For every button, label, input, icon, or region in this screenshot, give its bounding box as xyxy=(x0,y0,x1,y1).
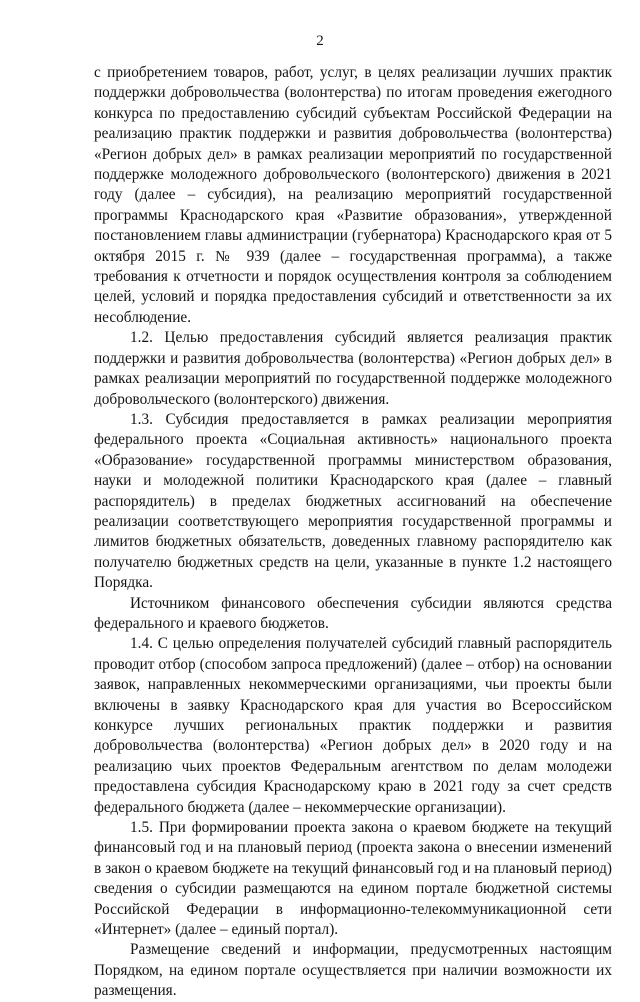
paragraph-1-4: 1.4. С целью определения получателей субсидий главный распорядитель проводит отбор (способом запроса предложений) (далее – отбор) на основании заявок, направленных некоммерческими организациями, чьи проекты были включены в заявку Краснодарского края для участия во Всероссийском конкурсе лучших региональных практик поддержки и развития добровольчества (волонтерства) «Регион добрых дел» в 2020 году и на реализацию чьих проектов Федеральным агентством по делам молодежи предоставлена субсидия Краснодарскому краю в 2021 году за счет средств федерального бюджета (далее – некоммерческие организации). xyxy=(94,635,612,816)
page-number: 2 xyxy=(316,33,324,49)
paragraph-portal-publication: Размещение сведений и информации, предусмотренных настоящим Порядком, на едином портале осуществляется при наличии возможности их размещения. xyxy=(94,941,612,1000)
paragraph-1-2: 1.2. Целью предоставления субсидий является реализация практик поддержки и развития добровольчества (волонтерства) «Регион добрых дел» в рамках реализации мероприятий по государственной поддержке молодежного добровольческого (волонтерского) движения. xyxy=(94,329,612,408)
document-body xyxy=(94,63,612,1002)
paragraph-1-5: 1.5. При формировании проекта закона о краевом бюджете на текущий финансовый год и на плановый период (проекта закона о внесении изменений в закон о краевом бюджете на текущий финансовый год и на плановый период) сведения о субсидии размещаются на едином портале бюджетной системы Российской Федерации в информационно-телекоммуникационной сети «Интернет» (далее – единый портал). xyxy=(94,819,612,939)
paragraph-1-continuation: с приобретением товаров, работ, услуг, в целях реализации лучших практик поддержки добровольчества (волонтерства) по итогам проведения ежегодного конкурса по предоставлению субсидий субъектам Российской Федерации на реализацию практик поддержки и развития добровольчества (волонтерства) «Регион добрых дел» в рамках реализации мероприятий по государственной поддержке молодежного добровольческого (волонтерского) движения в 2021 году (далее – субсидия), на реализацию мероприятий государственной программы Краснодарского края «Развитие образования», утвержденной постановлением главы администрации (губернатора) Краснодарского края от 5 октября 2015 г. № 939 (далее – государственная программа), а также требования к отчетности и порядок осуществления контроля за соблюдением целей, условий и порядка предоставления субсидий и ответственности за их несоблюдение. xyxy=(94,64,612,326)
paragraph-1-3: 1.3. Субсидия предоставляется в рамках реализации мероприятия федерального проекта «Социальная активность» национального проекта «Образование» государственной программы министерством образования, науки и молодежной политики Краснодарского края (далее – главный распорядитель) в пределах бюджетных ассигнований на обеспечение реализации соответствующего мероприятия государственной программы и лимитов бюджетных обязательств, доведенных главному распорядителю как получателю бюджетных средств на цели, указанные в пункте 1.2 настоящего Порядка. xyxy=(94,410,612,592)
paragraph-funding-sources: Источником финансового обеспечения субсидии являются средства федерального и краевого бюджетов. xyxy=(94,594,612,632)
